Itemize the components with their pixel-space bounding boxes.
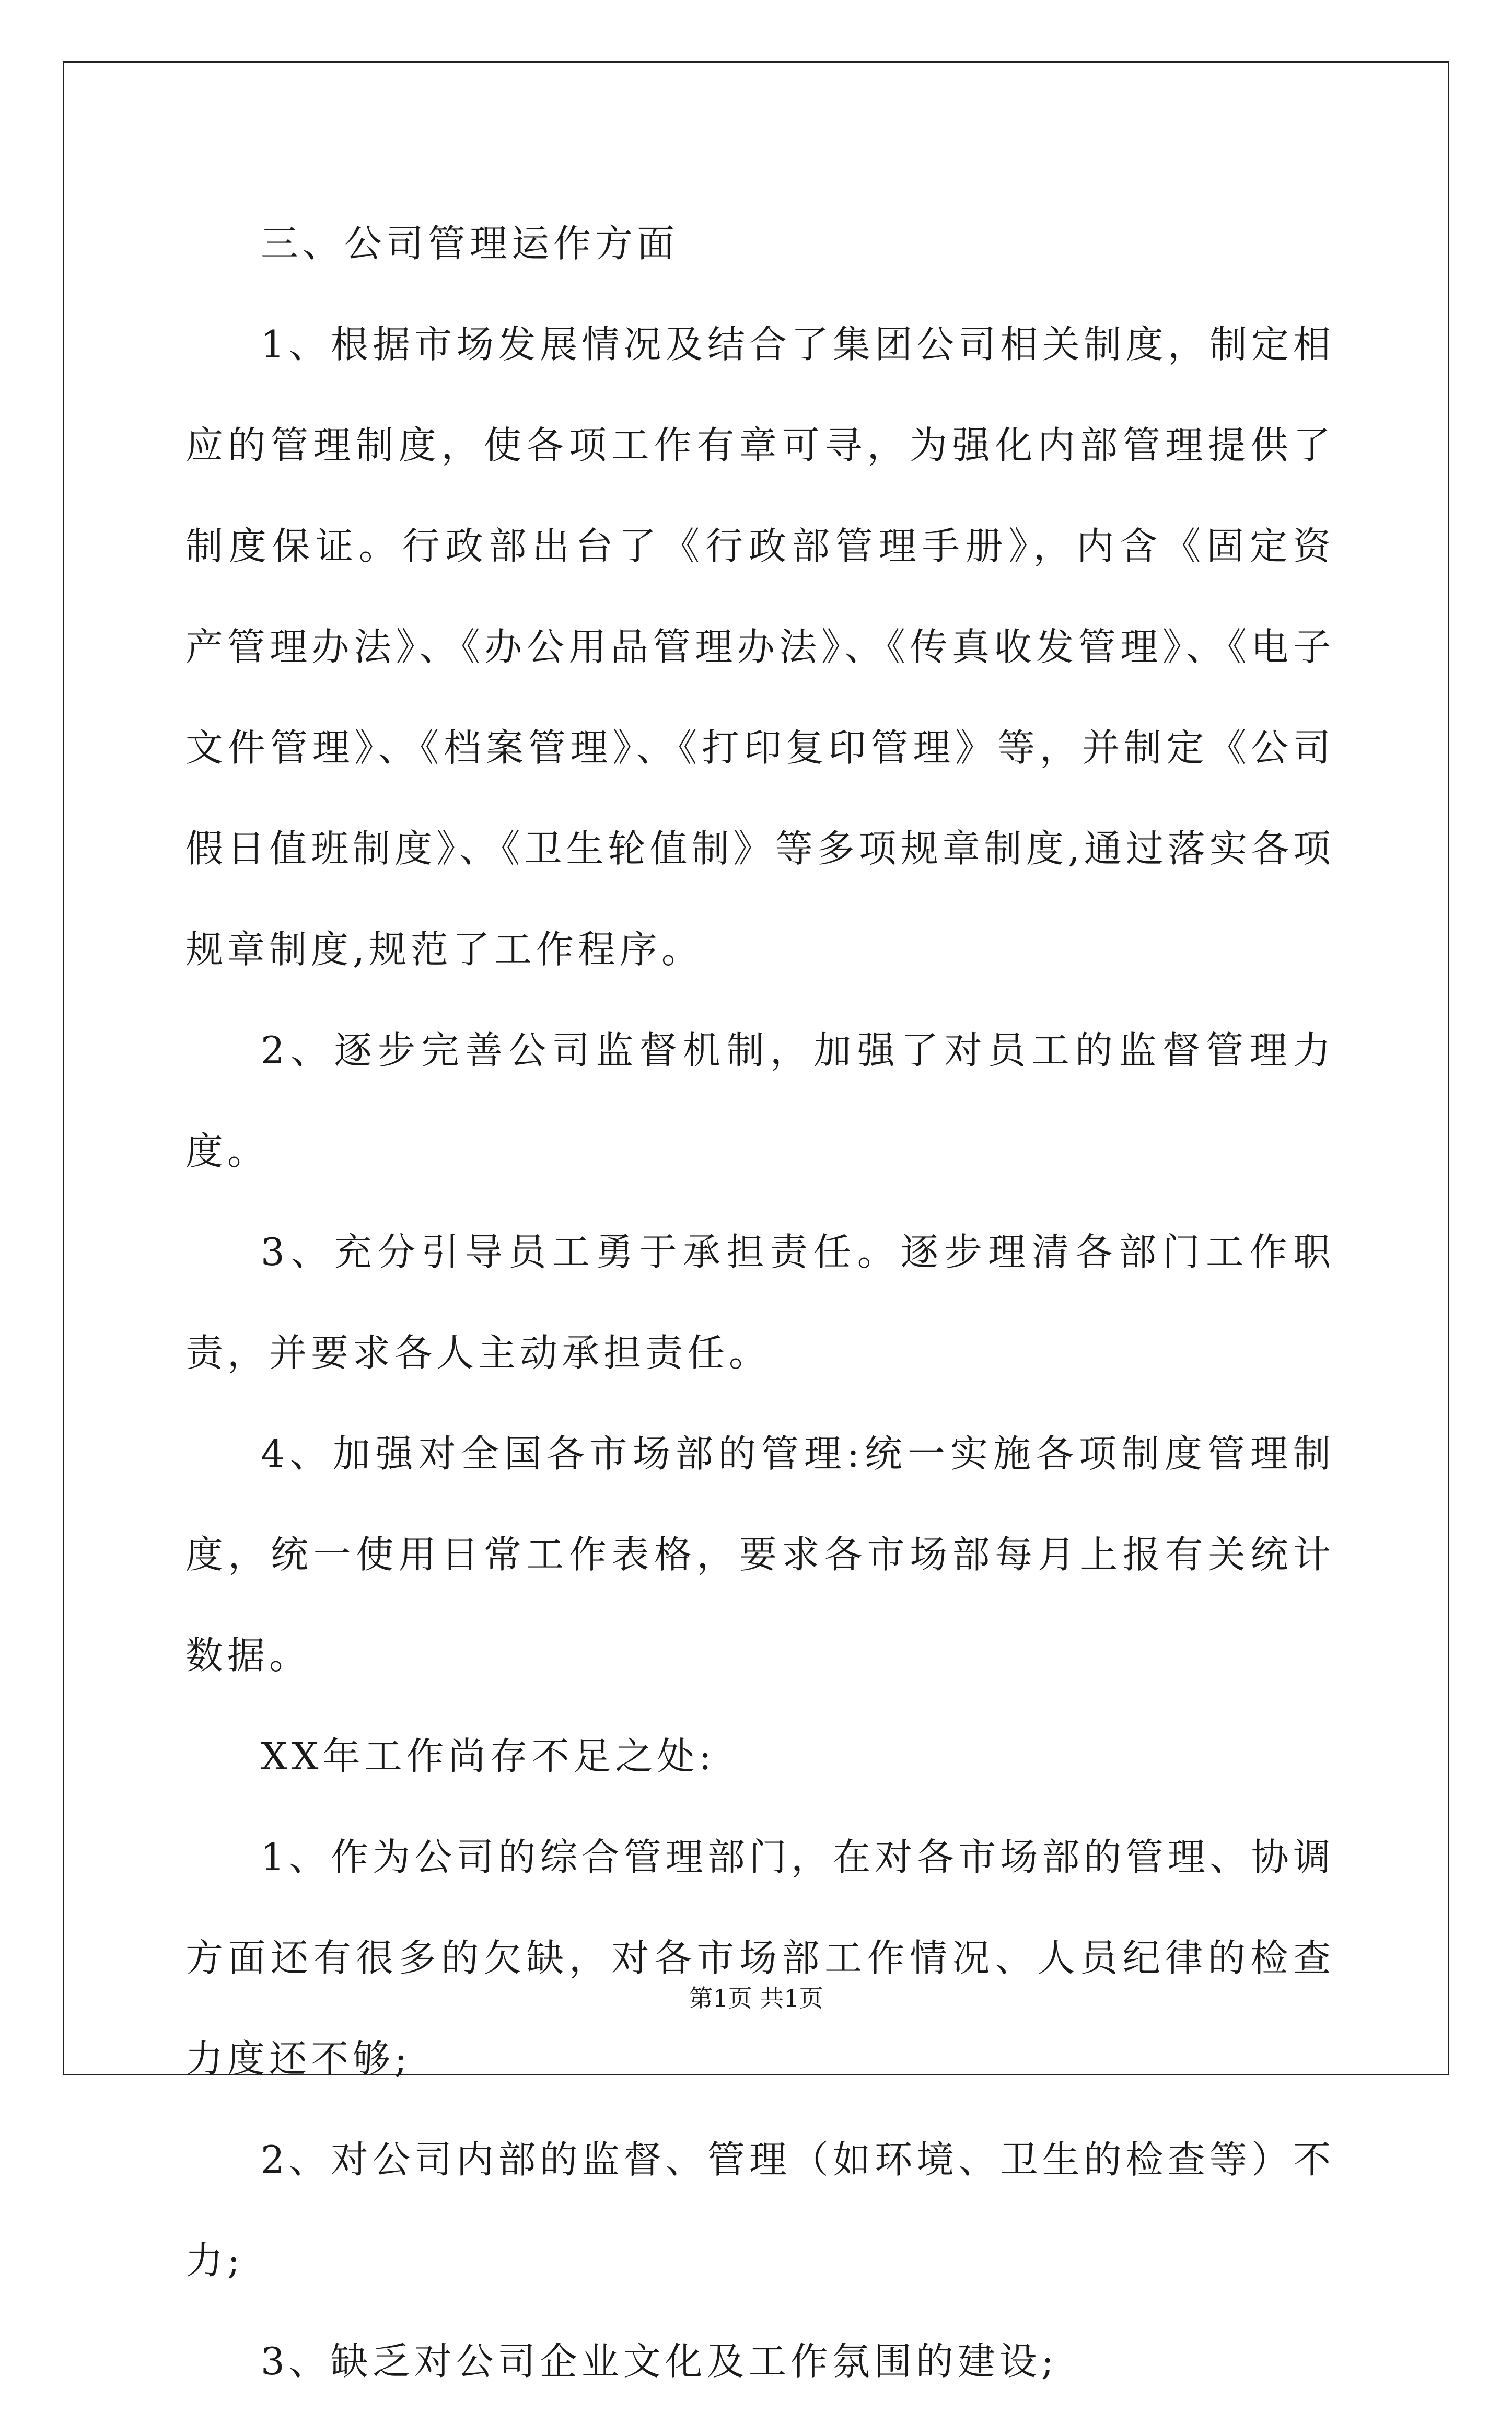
paragraph-1: 1、根据市场发展情况及结合了集团公司相关制度，制定相应的管理制度，使各项工作有章可寻，为强化内部管理提供了制度保证。行政部出台了《行政部管理手册》，内含《固定资产管理办法》、《办公用品管理办法》、《传真收发管理》、《电子文件管理》、《档案管理》、《打印复印管理》等，并制定《公司假日值班制度》、《卫生轮值制》等多项规章制度,通过落实各项规章制度,规范了工作程序。 [185,322,1335,971]
paragraph-3: 3、充分引导员工勇于承担责任。逐步理清各部门工作职责，并要求各人主动承担责任。 [185,1230,1335,1375]
paragraph-2: 2、逐步完善公司监督机制，加强了对员工的监督管理力度。 [185,1028,1335,1173]
shortcoming-3: 3、缺乏对公司企业文化及工作氛围的建设; [261,2339,1059,2383]
section-heading: 三、公司管理运作方面 [261,222,679,265]
shortcoming-2: 2、对公司内部的监督、管理（如环境、卫生的检查等）不力; [185,2138,1335,2282]
shortcomings-heading: XX年工作尚存不足之处: [261,1734,716,1778]
page-footer: 第1页 共1页 [689,1984,823,2012]
document-body [185,193,1335,2412]
paragraph-4: 4、加强对全国各市场部的管理:统一实施各项制度管理制度，统一使用日常工作表格，要求各市场部每月上报有关统计数据。 [185,1432,1335,1677]
shortcoming-1: 1、作为公司的综合管理部门，在对各市场部的管理、协调方面还有很多的欠缺，对各市场部工作情况、人员纪律的检查力度还不够; [185,1835,1335,2081]
